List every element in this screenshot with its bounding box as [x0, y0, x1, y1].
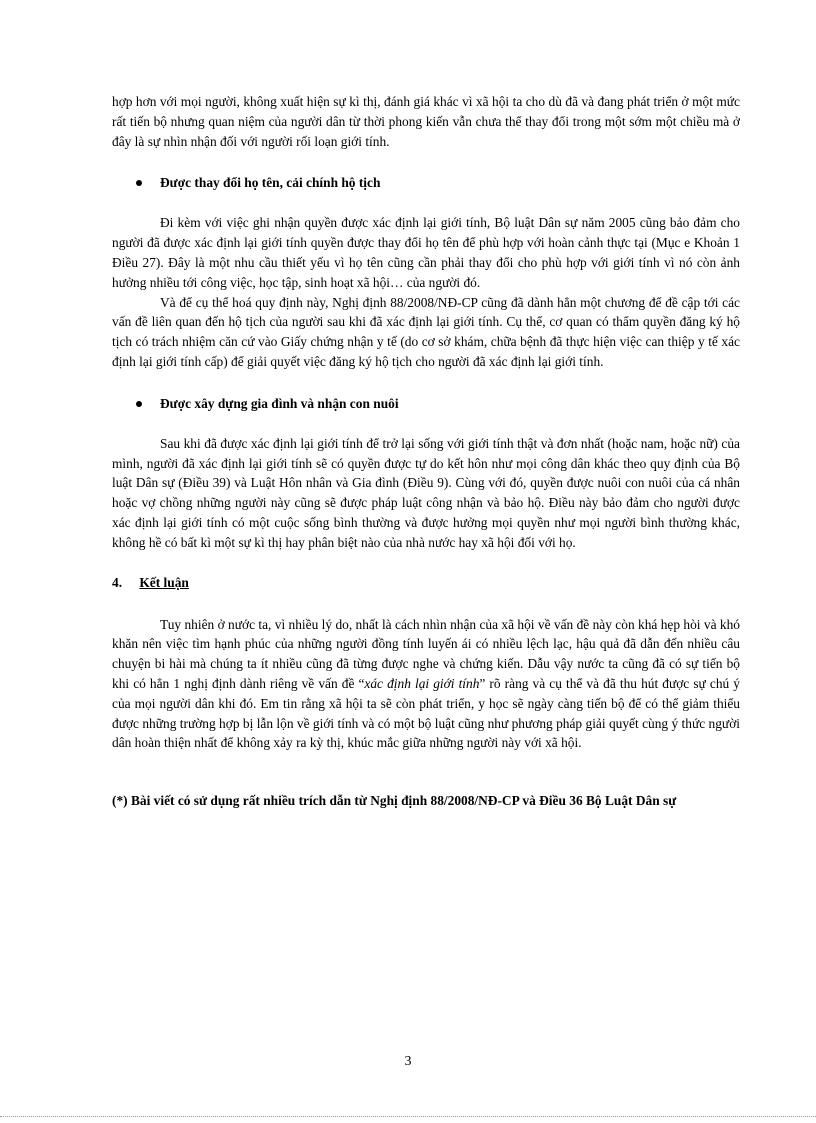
bullet-heading-family-adoption [112, 394, 740, 414]
page-content [112, 92, 740, 811]
section-number: 4. [112, 574, 123, 590]
section-title: Kết luận [139, 574, 189, 590]
conclusion-italic-term: xác định lại giới tính [364, 675, 480, 691]
bullet-heading-text: Được xây dựng gia đình và nhận con nuôi [160, 395, 399, 411]
page-bottom-border [0, 1116, 816, 1117]
paragraph-continuation: hợp hơn với mọi người, không xuất hiện sự kì thị, đánh giá khác vì xã hội ta cho dù đã và đang phát triển ở một mức rất tiến bộ nhưng quan niệm của người dân từ thời phong kiến vẫn chưa thể thay đổi trong một sớm một chiều mà ở đây là sự nhìn nhận đối với người rối loạn giới tính. [112, 94, 740, 149]
bullet-dot-icon [136, 180, 142, 186]
paragraph-name-change: Đi kèm với việc ghi nhận quyền được xác định lại giới tính, Bộ luật Dân sự năm 2005 cũng bảo đảm cho người đã được xác định lại giới tính quyền được thay đổi họ tên để phù hợp với hoàn cảnh thực tại (Mục e Khoản 1 Điều 27). Đây là một nhu cầu thiết yếu vì họ tên cũng cần phải thay đổi cho phù hợp với giới tính vì nó còn ảnh hưởng nhiều tới công việc, học tập, sinh hoạt xã hội… của người đó. [112, 215, 740, 290]
paragraph-marriage-adoption: Sau khi đã được xác định lại giới tính để trở lại sống với giới tính thật và đơn nhất (hoặc nam, hoặc nữ) của mình, người đã xác định lại giới tính sẽ có quyền được tự do kết hôn như mọi công dân khác theo quy định của Bộ luật Dân sự (Điều 39) và Luật Hôn nhân và Gia đình (Điều 9). Cùng với đó, quyền được nuôi con nuôi của cá nhân hoặc vợ chồng những người này cũng sẽ được pháp luật công nhận và bảo hộ. Điều này bảo đảm cho người được xác định lại giới tính có một cuộc sống bình thường và được hưởng mọi quyền như mọi người bình thường khác, không hề có bất kì một sự kì thị hay phân biệt nào của nhà nước hay xã hội đối với họ. [112, 435, 740, 550]
page-number: 3 [404, 1054, 412, 1069]
paragraph-conclusion [112, 615, 740, 754]
bullet-dot-icon [136, 401, 142, 407]
conclusion-text-start: Tuy nhiên ở nước ta, vì nhiều lý do, nhất là cách nhìn nhận của xã hội về vấn đề này còn khá hẹp hòi và khó khăn nên việc tìm hạnh phúc của những người đồng tính luyến ái có nhiều lệch lạc, hậu quả đã dẫn đến nhiều câu chuyện bi hài mà chúng ta ít nhiều cũng đã từng được nghe và chứng kiến. Dẫu vậy nước ta cũng đã có sự tiến bộ khi có hẳn 1 nghị định dành riêng về vấn đề “ [112, 616, 740, 691]
bullet-heading-text: Được thay đổi họ tên, cải chính hộ tịch [160, 175, 381, 191]
section-heading-conclusion [112, 573, 740, 593]
bullet-heading-name-change [112, 173, 740, 193]
paragraph-decree-civil-status: Và để cụ thể hoá quy định này, Nghị định 88/2008/NĐ-CP cũng đã dành hẳn một chương để đề cập tới các vấn đề liên quan đến hộ tịch của người sau khi đã xác định lại giới tính. Cụ thể, cơ quan có thẩm quyền đăng ký hộ tịch có trách nhiệm căn cứ vào Giấy chứng nhận y tế (do cơ sở khám, chữa bệnh đã thực hiện việc can thiệp y tế xác định lại giới tính cấp) để giải quyết việc đăng ký hộ tịch cho người đã xác định lại giới tính. [112, 294, 740, 369]
conclusion-text-end: ” rõ ràng và cụ thể và đã thu hút được sự chú ý của mọi người dân khi đó. Em tin rằng xã hội ta sẽ còn phát triển, y học sẽ ngày càng tiến bộ để có thể giảm thiểu được những trường hợp bị lẫn lộn về giới tính và có một bộ luật cũng như phương pháp giải quyết cùng ý thức người dân hoàn thiện nhất để không xảy ra kỳ thị, khúc mắc giữa những người này với xã hội. [112, 675, 740, 751]
source-note: (*) Bài viết có sử dụng rất nhiều trích dẫn từ Nghị định 88/2008/NĐ-CP và Điều 36 Bộ Luật Dân sự [112, 793, 677, 809]
